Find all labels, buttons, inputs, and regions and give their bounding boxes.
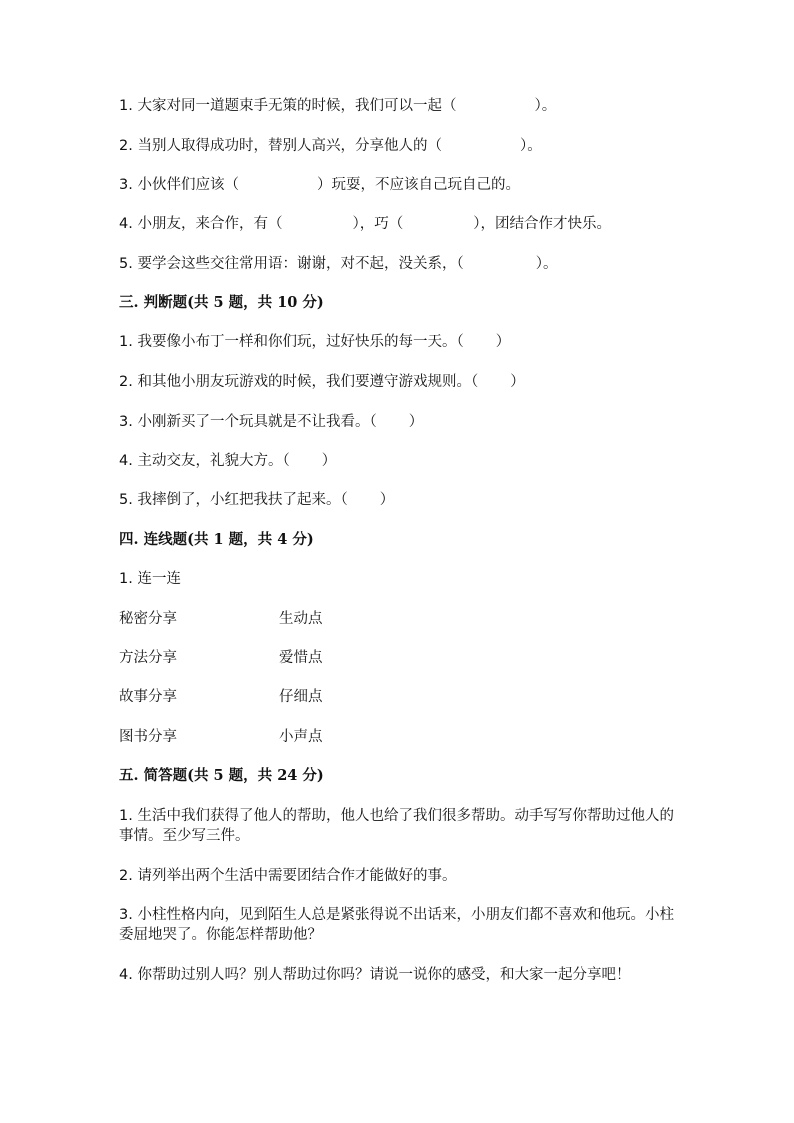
fill-q2-before: 2. 当别人取得成功时，替别人高兴，分享他人的（ — [119, 138, 442, 154]
fill-q1-after: ）。 — [534, 98, 557, 114]
fill-q5-after: ）。 — [535, 256, 558, 272]
judge-item-5 — [119, 490, 394, 510]
match-right-4[interactable]: 小声点 — [279, 729, 323, 745]
section-short-title: 五. 简答题(共 5 题，共 24 分) — [119, 767, 324, 784]
short-item-2: 2. 请列举出两个生活中需要团结合作才能做好的事。 — [119, 868, 457, 884]
judge-item-2-text: 2. 和其他小朋友玩游戏的时候，我们要遵守游戏规则。（ — [119, 374, 479, 390]
short-item-1: 1. 生活中我们获得了他人的帮助，他人也给了我们很多帮助。动手写写你帮助过他人的事情。至少写三件。 — [119, 808, 674, 844]
match-right-3[interactable]: 仔细点 — [279, 689, 323, 705]
fill-q4-before: 4. 小朋友，来合作，有（ — [119, 216, 283, 232]
fill-question-5 — [119, 254, 557, 274]
match-right-1[interactable]: 生动点 — [279, 611, 323, 627]
fill-q5-before: 5. 要学会这些交往常用语：谢谢，对不起，没关系，（ — [119, 256, 464, 272]
judge-item-4 — [119, 451, 336, 471]
fill-question-3 — [119, 175, 520, 195]
section-judge-title: 三. 判断题(共 5 题，共 10 分) — [119, 294, 324, 311]
judge-item-5-close: ） — [379, 492, 395, 508]
fill-q1-before: 1. 大家对同一道题束手无策的时候，我们可以一起（ — [119, 98, 457, 114]
fill-q4-after: ），团结合作才快乐。 — [473, 216, 611, 232]
judge-item-3 — [119, 412, 423, 432]
section-match-title: 四. 连线题(共 1 题，共 4 分) — [119, 531, 314, 548]
fill-q3-before: 3. 小伙伴们应该（ — [119, 177, 239, 193]
fill-q3-after: ）玩耍，不应该自己玩自己的。 — [316, 177, 520, 193]
judge-item-3-close: ） — [408, 414, 424, 430]
judge-item-5-text: 5. 我摔倒了，小红把我扶了起来。（ — [119, 492, 348, 508]
match-left-1[interactable]: 秘密分享 — [119, 611, 177, 627]
match-left-4[interactable]: 图书分享 — [119, 729, 177, 745]
judge-item-4-text: 4. 主动交友，礼貌大方。（ — [119, 453, 290, 469]
fill-q4-middle: ），巧（ — [352, 216, 404, 232]
judge-item-1 — [119, 332, 510, 352]
judge-item-2 — [119, 372, 525, 392]
judge-item-4-close: ） — [321, 453, 337, 469]
judge-item-2-close: ） — [510, 374, 525, 390]
match-left-3[interactable]: 故事分享 — [119, 689, 177, 705]
fill-question-4 — [119, 214, 611, 234]
fill-question-2 — [119, 136, 542, 156]
fill-q2-after: ）。 — [519, 138, 542, 154]
match-left-2[interactable]: 方法分享 — [119, 650, 177, 666]
judge-item-1-close: ） — [495, 334, 511, 350]
match-right-2[interactable]: 爱惜点 — [279, 650, 323, 666]
match-question: 1. 连一连 — [119, 571, 181, 587]
judge-item-1-text: 1. 我要像小布丁一样和你们玩，过好快乐的每一天。（ — [119, 334, 464, 350]
judge-item-3-text: 3. 小刚新买了一个玩具就是不让我看。（ — [119, 414, 377, 430]
short-item-3: 3. 小柱性格内向，见到陌生人总是紧张得说不出话来，小朋友们都不喜欢和他玩。小柱委屈地哭了。你能怎样帮助他？ — [119, 907, 674, 943]
short-item-4: 4. 你帮助过别人吗？别人帮助过你吗？请说一说你的感受，和大家一起分享吧！ — [119, 967, 631, 983]
fill-question-1 — [119, 96, 556, 116]
